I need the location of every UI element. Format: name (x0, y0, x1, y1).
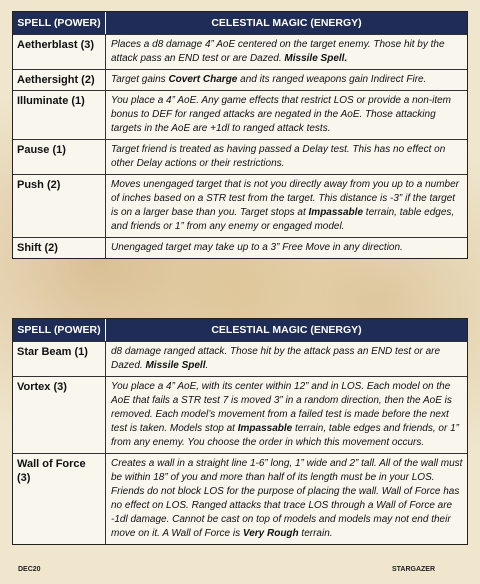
spell-row (13, 90, 467, 139)
keyword-bold: Very Rough (242, 528, 299, 539)
description-text: You place a 4” AoE, with its center within 12” and in LOS. Each model on the AoE that fails a STR test 7 is moved 3” in a random direction, then the AoE is removed. Each model’s movement from a failed test is made before the next test is taken. Models stop at (111, 381, 452, 434)
spell-name: Shift (2) (13, 238, 106, 258)
description-text: . (205, 360, 209, 371)
footer-date: DEC20 (18, 566, 41, 573)
spell-row (13, 34, 467, 69)
spell-row (13, 237, 467, 258)
keyword-bold: Impassable (308, 207, 364, 218)
table-header (13, 12, 467, 34)
spell-name: Illuminate (1) (13, 91, 106, 139)
description-text: Moves unengaged target that is not you directly away from you up to a number of inches based on a STR test from the target. This distance is -3” if the target is on a larger base than you. Target stops at (111, 179, 459, 218)
spell-description (106, 342, 467, 376)
header-spell-power: SPELL (POWER) (13, 12, 106, 34)
description-text: terrain, table edges and friends, or 1” from any enemy. You choose the order in which this movement occurs. (111, 423, 459, 448)
header-spell-power: SPELL (POWER) (13, 319, 106, 341)
spell-row (13, 139, 467, 174)
description-text: Places a d8 damage 4” AoE centered on the target enemy. Those hit by the attack pass an END test or are Dazed. (111, 39, 445, 64)
description-text: terrain, table edges, and friends or 1” from any enemy or engaged model. (111, 207, 455, 232)
spell-description (106, 454, 467, 544)
spell-description (106, 238, 467, 258)
spell-row (13, 174, 467, 237)
spell-description (106, 140, 467, 174)
keyword-bold: Missile Spell (145, 360, 206, 371)
header-celestial-magic: CELESTIAL MAGIC (ENERGY) (211, 17, 362, 29)
footer-category: STARGAZER (392, 566, 436, 573)
header-celestial-magic: CELESTIAL MAGIC (ENERGY) (211, 324, 362, 336)
spell-description (106, 35, 467, 69)
keyword-bold: Missile Spell. (284, 53, 348, 64)
description-text: Creates a wall in a straight line 1-6” long, 1” wide and 2” tall. All of the wall must be within 18” of you and more than half of its length must be in your LOS. Friends do not block LOS for the purpose of placing the wall. Wall of Force has no effect on LOS. Ranged attacks that trace LOS through a Wall of Force are -1dl damage. Cannot be cast on top of models and models may not end their move on it. A Wall of Force is (111, 458, 463, 539)
spell-table-1 (12, 11, 468, 259)
description-text: Target friend is treated as having passed a Delay test. This has no effect on other Delay actions or their restrictions. (111, 144, 446, 169)
keyword-bold: Impassable (237, 423, 293, 434)
spell-name: Aethersight (2) (13, 70, 106, 90)
spell-name: Star Beam (1) (13, 342, 106, 376)
spell-table-2 (12, 318, 468, 545)
description-text: and its ranged weapons gain Indirect Fire. (237, 74, 427, 85)
spell-name: Vortex (3) (13, 377, 106, 453)
spell-description (106, 377, 467, 453)
description-text: d8 damage ranged attack. Those hit by the attack pass an END test or are Dazed. (111, 346, 441, 371)
spell-description (106, 70, 467, 90)
spell-description (106, 175, 467, 237)
spell-row (13, 453, 467, 544)
spell-row (13, 69, 467, 90)
description-text: Unengaged target may take up to a 3” Free Move in any direction. (111, 242, 403, 253)
spell-name: Pause (1) (13, 140, 106, 174)
description-text: You place a 4” AoE. Any game effects that restrict LOS or provide a non-item bonus to DEF for ranged attacks are negated in the AoE. Those attacking targets in the AoE are +1dl to ranged attack tests. (111, 95, 451, 134)
table-header (13, 319, 467, 341)
spell-name: Wall of Force (3) (13, 454, 106, 544)
spell-name: Aetherblast (3) (13, 35, 106, 69)
description-text: Target gains (111, 74, 169, 85)
spell-row (13, 341, 467, 376)
keyword-bold: Covert Charge (168, 74, 238, 85)
spell-description (106, 91, 467, 139)
description-text: terrain. (298, 528, 333, 539)
spell-row (13, 376, 467, 453)
spell-name: Push (2) (13, 175, 106, 237)
